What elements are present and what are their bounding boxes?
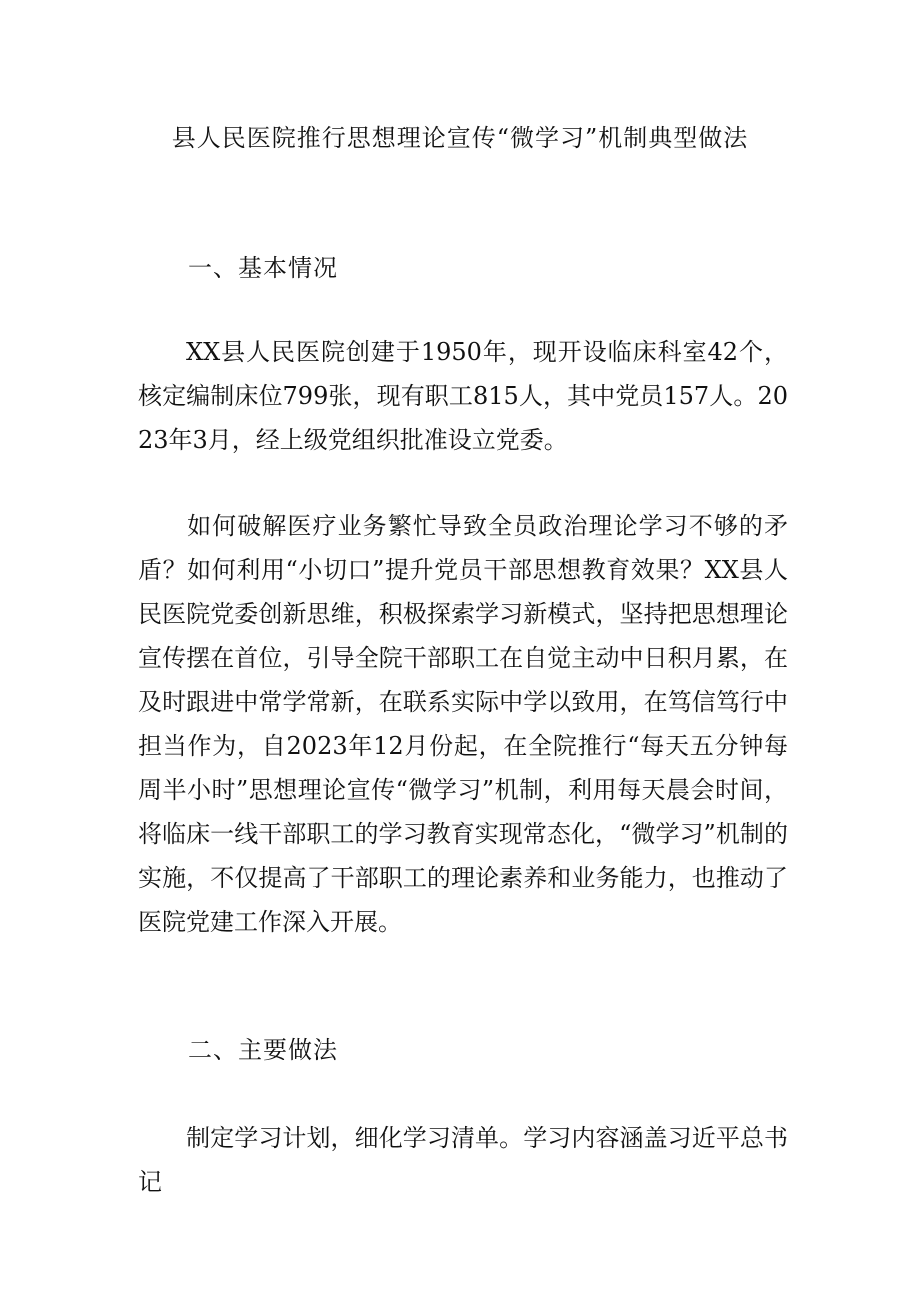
document-title: 县人民医院推行思想理论宣传“微学习”机制典型做法 [171, 124, 749, 152]
section-heading-basic-info: 一、基本情况 [188, 254, 338, 282]
section-heading-main-practices: 二、主要做法 [188, 1036, 338, 1064]
paragraph-basic-info-2 [138, 504, 788, 944]
paragraph-basic-info-1 [138, 330, 788, 462]
paragraph-text: 制定学习计划，细化学习清单。学习内容涵盖习近平总书记 [138, 1124, 788, 1196]
paragraph-text: XX县人民医院创建于1950年，现开设临床科室42个，核定编制床位799张，现有职工815人，其中党员157人。2023年3月，经上级党组织批准设立党委。 [138, 338, 788, 454]
paragraph-main-practices-1 [138, 1116, 788, 1204]
paragraph-text: 如何破解医疗业务繁忙导致全员政治理论学习不够的矛盾？如何利用“小切口”提升党员干部思想教育效果？XX县人民医院党委创新思维，积极探索学习新模式，坚持把思想理论宣传摆在首位，引导全院干部职工在自觉主动中日积月累，在及时跟进中常学常新，在联系实际中学以致用，在笃信笃行中担当作为，自2023年12月份起，在全院推行“每天五分钟每周半小时”思想理论宣传“微学习”机制，利用每天晨会时间，将临床一线干部职工的学习教育实现常态化，“微学习”机制的实施，不仅提高了干部职工的理论素养和业务能力，也推动了医院党建工作深入开展。 [138, 512, 788, 936]
